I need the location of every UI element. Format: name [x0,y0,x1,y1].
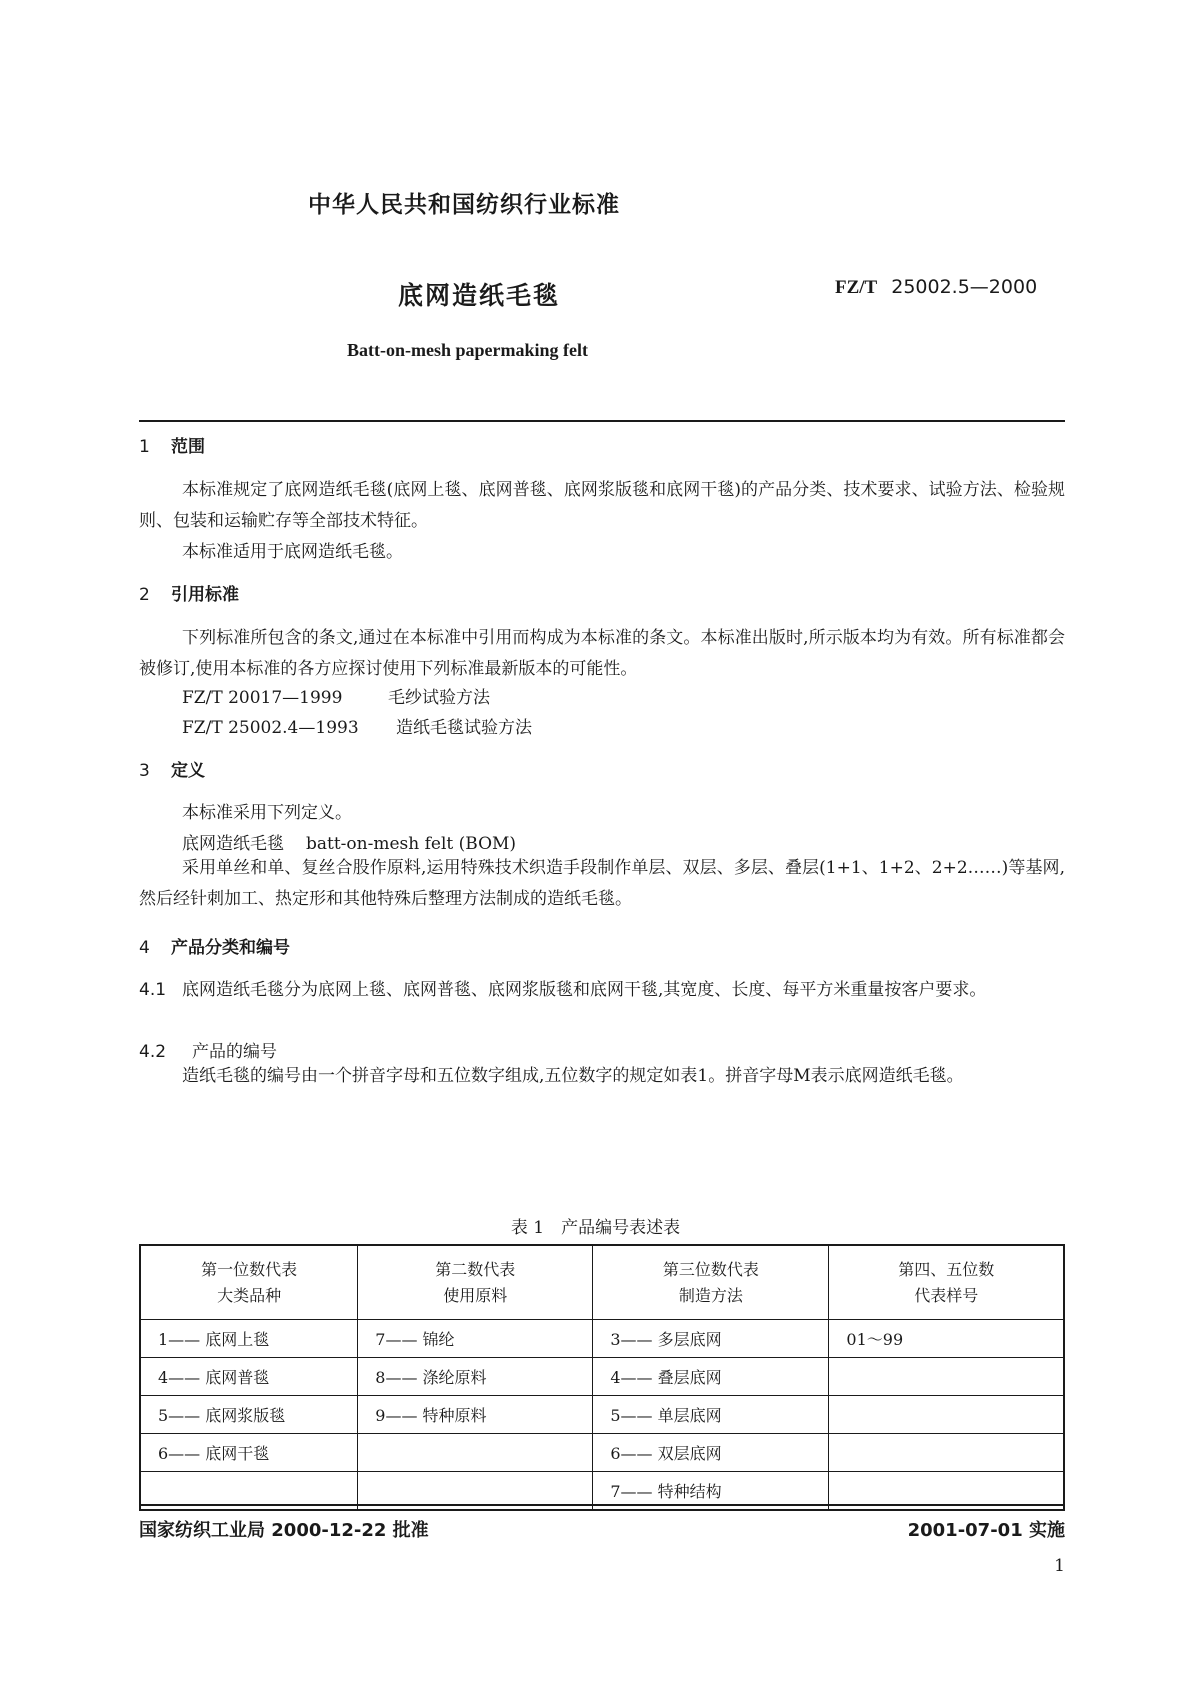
section-title: 引用标准 [171,585,239,605]
table-cell: 5—— 底网浆版毯 [140,1396,358,1434]
implementation-line: 2001-07-01 实施 [907,1520,1065,1541]
reference-name: 毛纱试验方法 [388,688,490,708]
standard-code-prefix: FZ/T [835,277,878,298]
table-cell [829,1396,1064,1434]
table-cell: 4—— 底网普毯 [140,1358,358,1396]
table-header-cell: 第四、五位数 代表样号 [829,1245,1064,1320]
table-row [140,1320,1064,1358]
table-cell: 6—— 底网干毯 [140,1434,358,1472]
clause-4-2-heading [139,1037,277,1062]
industry-standard-heading: 中华人民共和国纺织行业标准 [308,192,620,218]
table-cell: 7—— 锦纶 [358,1320,593,1358]
table-cell: 9—— 特种原料 [358,1396,593,1434]
term-cn: 底网造纸毛毯 [182,834,284,854]
table-cell: 5—— 单层底网 [593,1396,829,1434]
page-number: 1 [1054,1556,1065,1576]
term-en: batt-on-mesh felt (BOM) [306,834,517,854]
table-cell: 3—— 多层底网 [593,1320,829,1358]
table-cell: 8—— 涤纶原料 [358,1358,593,1396]
section-3-paragraph-1: 本标准采用下列定义。 [182,803,352,823]
table-cell: 7—— 特种结构 [593,1472,829,1511]
section-title: 定义 [171,761,205,781]
table-cell: 01～99 [829,1320,1064,1358]
section-2-heading [139,580,239,605]
table-cell [358,1434,593,1472]
section-number: 1 [139,437,150,457]
clause-number: 4.2 [139,1042,167,1062]
table-cell: 1—— 底网上毯 [140,1320,358,1358]
table-cell: 6—— 双层底网 [593,1434,829,1472]
clause-text: 底网造纸毛毯分为底网上毯、底网普毯、底网浆版毯和底网干毯,其宽度、长度、每平方米重量按客户要求。 [182,980,987,1000]
table-cell [829,1434,1064,1472]
table-cell: 4—— 叠层底网 [593,1358,829,1396]
section-1-paragraph-2: 本标准适用于底网造纸毛毯。 [182,542,403,562]
section-1-paragraph-1: 本标准规定了底网造纸毛毯(底网上毯、底网普毯、底网浆版毯和底网干毯)的产品分类、技术要求、试验方法、检验规则、包装和运输贮存等全部技术特征。 [139,480,1065,531]
reference-item [182,713,532,738]
reference-name: 造纸毛毯试验方法 [396,718,532,738]
section-number: 3 [139,761,150,781]
section-number: 2 [139,585,150,605]
reference-code: FZ/T 25002.4—1993 [182,718,359,738]
section-title: 产品分类和编号 [171,938,290,958]
approval-line: 国家纺织工业局 2000-12-22 批准 [139,1520,429,1541]
table-header-cell: 第一位数代表 大类品种 [140,1245,358,1320]
section-number: 4 [139,938,150,958]
table-header-cell: 第三位数代表 制造方法 [593,1245,829,1320]
reference-code: FZ/T 20017—1999 [182,688,343,708]
standard-code [835,276,1037,299]
table-header-cell: 第二数代表 使用原料 [358,1245,593,1320]
section-title: 范围 [171,437,205,457]
header-divider [139,420,1065,422]
clause-number: 4.1 [139,980,167,1000]
document-title-cn: 底网造纸毛毯 [398,281,561,310]
section-4-heading [139,933,290,958]
definition-term [182,829,516,854]
table-1-caption: 表 1 产品编号表述表 [510,1218,681,1238]
table-row [140,1358,1064,1396]
table-row [140,1434,1064,1472]
table-row [140,1396,1064,1434]
section-3-paragraph-2: 采用单丝和单、复丝合股作原料,运用特殊技术织造手段制作单层、双层、多层、叠层(1+1、1+2、2+2……)等基网,然后经针刺加工、热定形和其他特殊后整理方法制成的造纸毛毯。 [139,858,1065,909]
document-title-en: Batt-on-mesh papermaking felt [347,340,588,360]
clause-title: 产品的编号 [192,1042,277,1062]
table-header-row [140,1245,1064,1320]
section-2-paragraph-1: 下列标准所包含的条文,通过在本标准中引用而构成为本标准的条文。本标准出版时,所示版本均为有效。所有标准都会被修订,使用本标准的各方应探讨使用下列标准最新版本的可能性。 [139,628,1065,679]
footer-divider [139,1504,1065,1506]
table-cell [829,1358,1064,1396]
standard-code-number: 25002.5—2000 [891,276,1038,298]
clause-4-1 [139,975,1065,1006]
section-3-heading [139,756,205,781]
product-code-table [139,1244,1065,1511]
clause-4-2-paragraph: 造纸毛毯的编号由一个拼音字母和五位数字组成,五位数字的规定如表1。拼音字母M表示底网造纸毛毯。 [182,1066,964,1086]
section-1-heading [139,432,205,457]
reference-item [182,683,490,708]
